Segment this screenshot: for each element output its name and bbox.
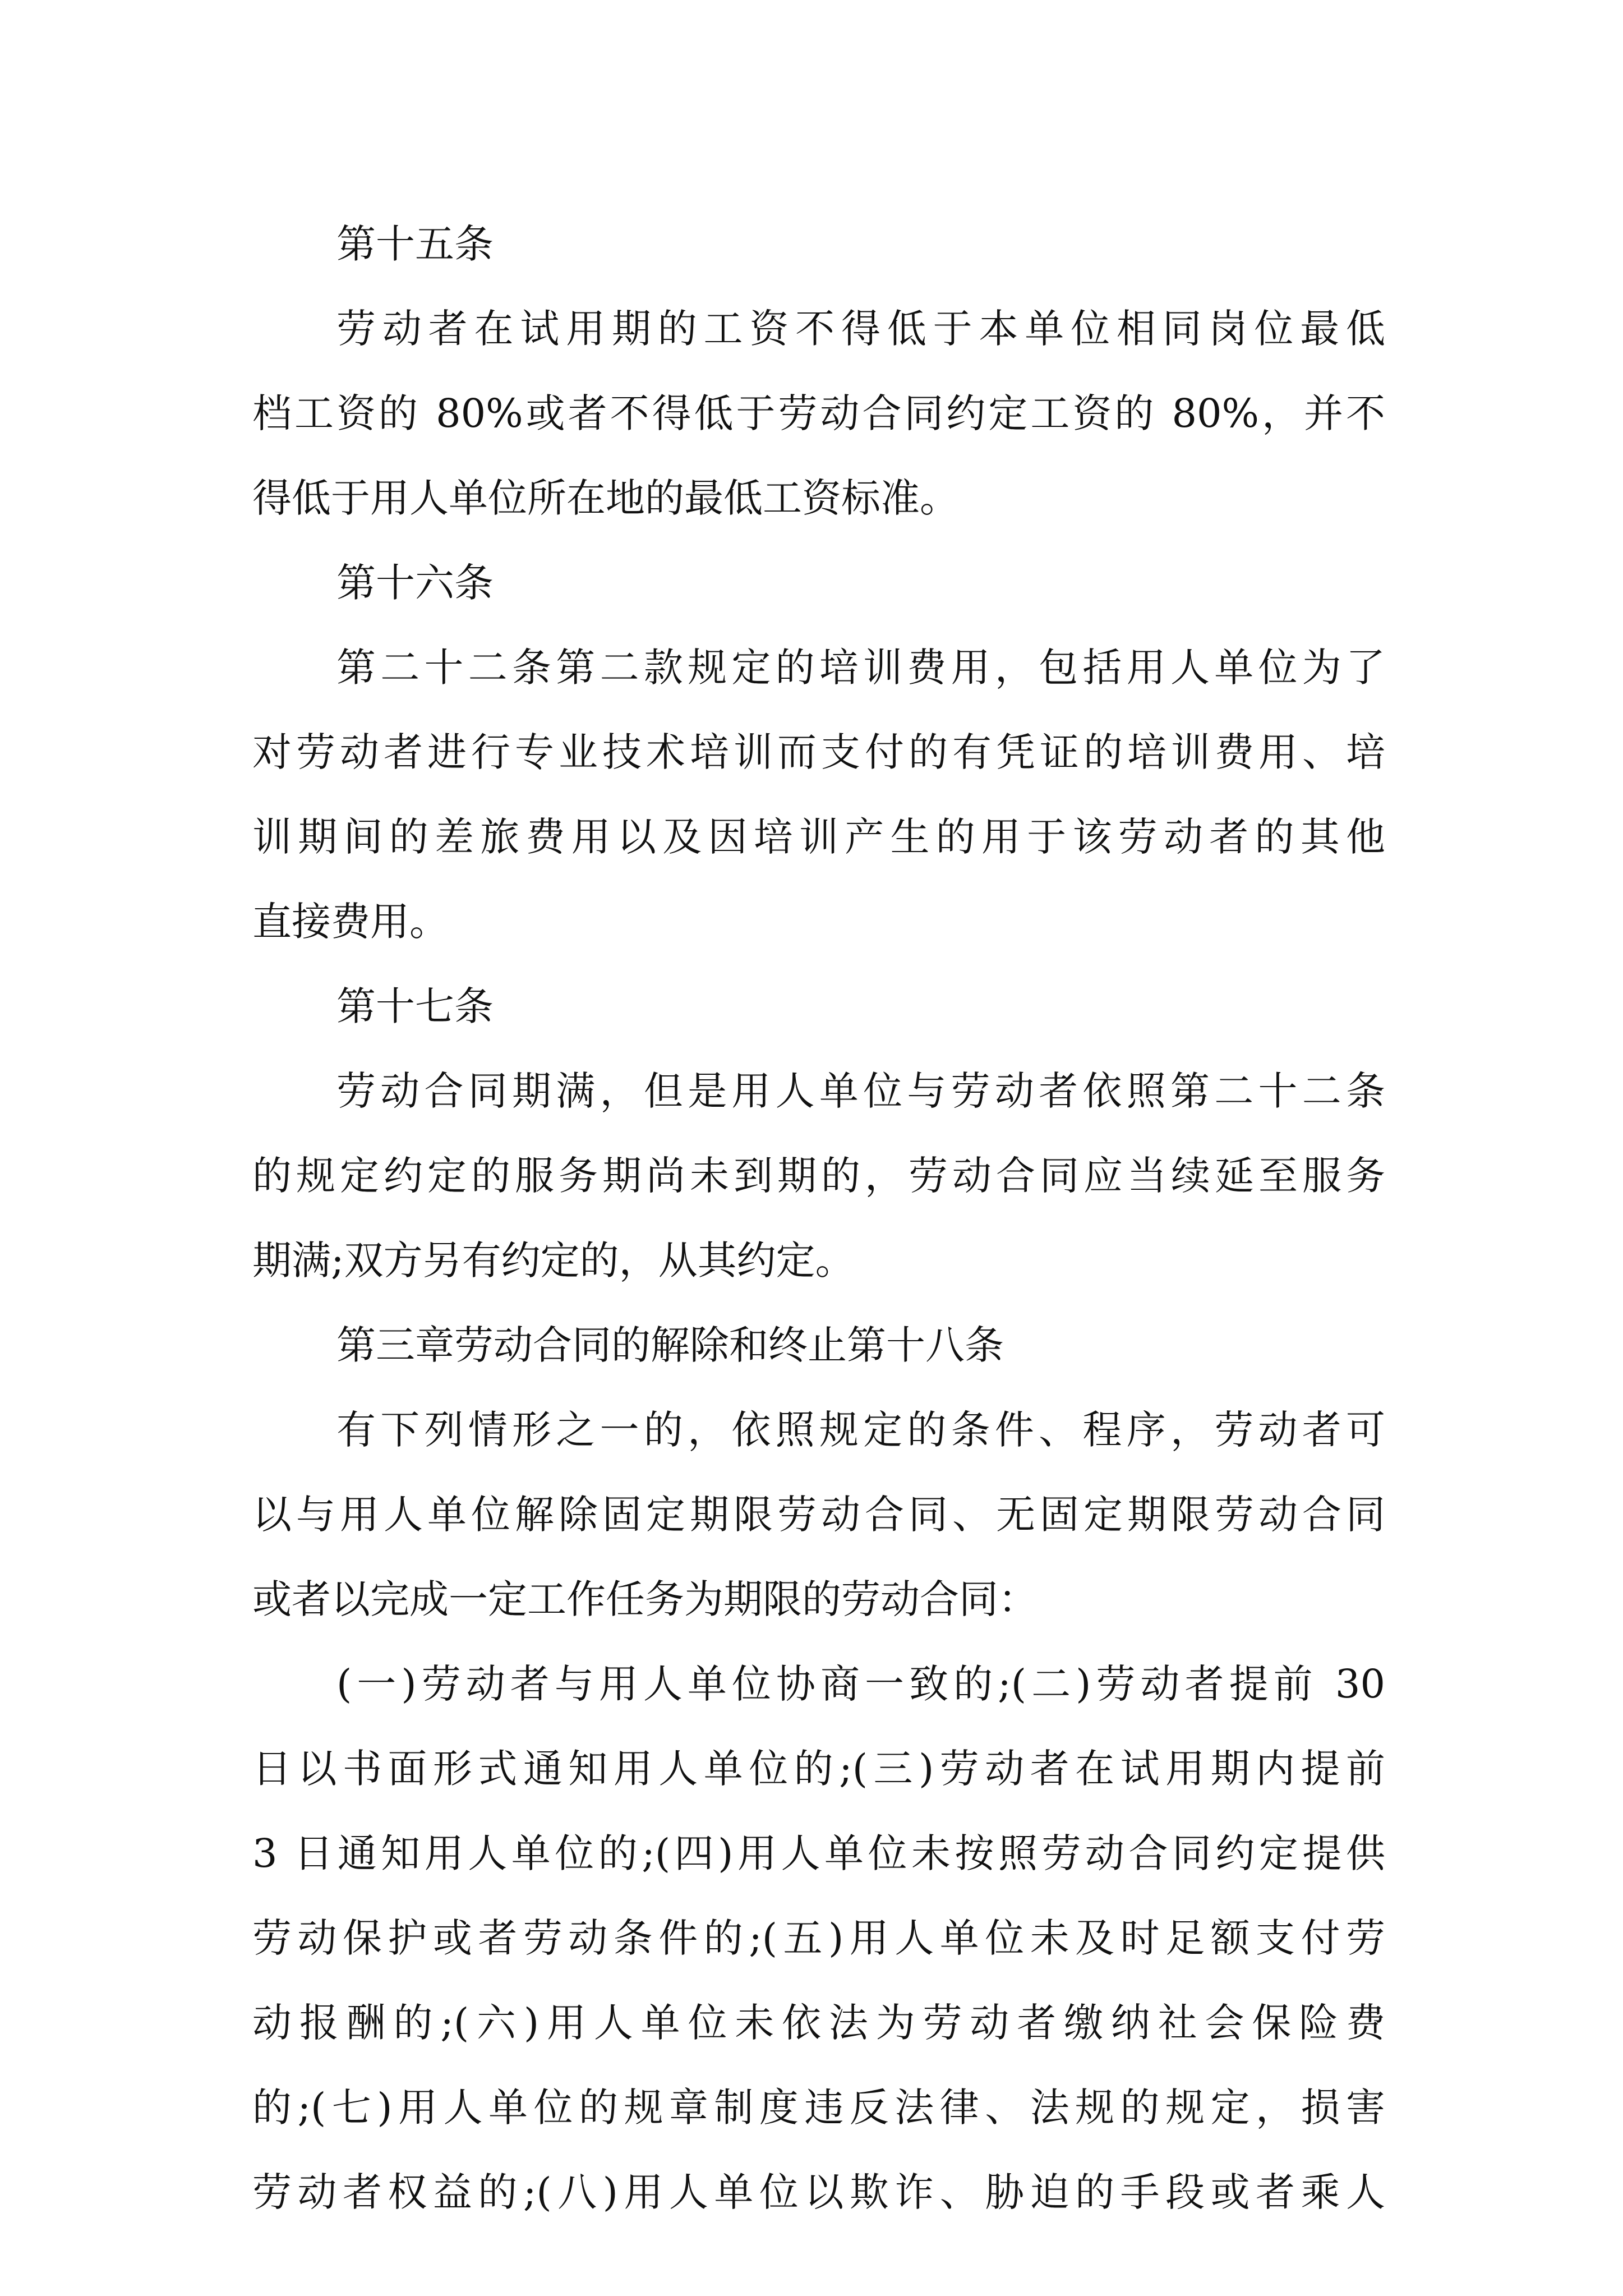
paragraph-line: 档工资的 80%或者不得低于劳动合同约定工资的 80%，并不 (252, 390, 1385, 436)
article-heading: 第十七条 (336, 983, 494, 1029)
paragraph-line: 劳动保护或者劳动条件的;(五)用人单位未及时足额支付劳 (252, 1915, 1385, 1961)
paragraph-line: 的;(七)用人单位的规章制度违反法律、法规的规定，损害 (252, 2085, 1385, 2131)
paragraph-line: 3 日通知用人单位的;(四)用人单位未按照劳动合同约定提供 (252, 1830, 1385, 1876)
paragraph-line: 动报酬的;(六)用人单位未依法为劳动者缴纳社会保险费 (252, 2000, 1385, 2046)
article-heading: 第十六条 (336, 560, 494, 606)
paragraph-line: 劳动者权益的;(八)用人单位以欺诈、胁迫的手段或者乘人 (252, 2169, 1385, 2215)
paragraph-line: 日以书面形式通知用人单位的;(三)劳动者在试用期内提前 (252, 1746, 1385, 1792)
document-body (252, 202, 1385, 2235)
paragraph-line: 训期间的差旅费用以及因培训产生的用于该劳动者的其他 (252, 814, 1385, 860)
paragraph-line: 劳动合同期满，但是用人单位与劳动者依照第二十二条 (336, 1068, 1385, 1114)
paragraph-line: 期满;双方另有约定的，从其约定。 (252, 1237, 855, 1283)
paragraph-line: 得低于用人单位所在地的最低工资标准。 (252, 475, 959, 521)
paragraph-line: 或者以完成一定工作任务为期限的劳动合同： (252, 1576, 1038, 1622)
paragraph-line: 劳动者在试用期的工资不得低于本单位相同岗位最低 (336, 306, 1385, 352)
paragraph-line: 对劳动者进行专业技术培训而支付的有凭证的培训费用、培 (252, 729, 1385, 775)
paragraph-line: 有下列情形之一的，依照规定的条件、程序，劳动者可 (336, 1407, 1385, 1453)
paragraph-line: (一)劳动者与用人单位协商一致的;(二)劳动者提前 30 (336, 1661, 1385, 1707)
paragraph-line: 的规定约定的服务期尚未到期的，劳动合同应当续延至服务 (252, 1153, 1385, 1199)
chapter-heading: 第三章劳动合同的解除和终止第十八条 (336, 1322, 1004, 1368)
paragraph-line: 第二十二条第二款规定的培训费用，包括用人单位为了 (336, 645, 1385, 691)
article-heading: 第十五条 (336, 221, 494, 267)
paragraph-line: 以与用人单位解除固定期限劳动合同、无固定期限劳动合同 (252, 1492, 1385, 1538)
paragraph-line: 直接费用。 (252, 899, 449, 945)
